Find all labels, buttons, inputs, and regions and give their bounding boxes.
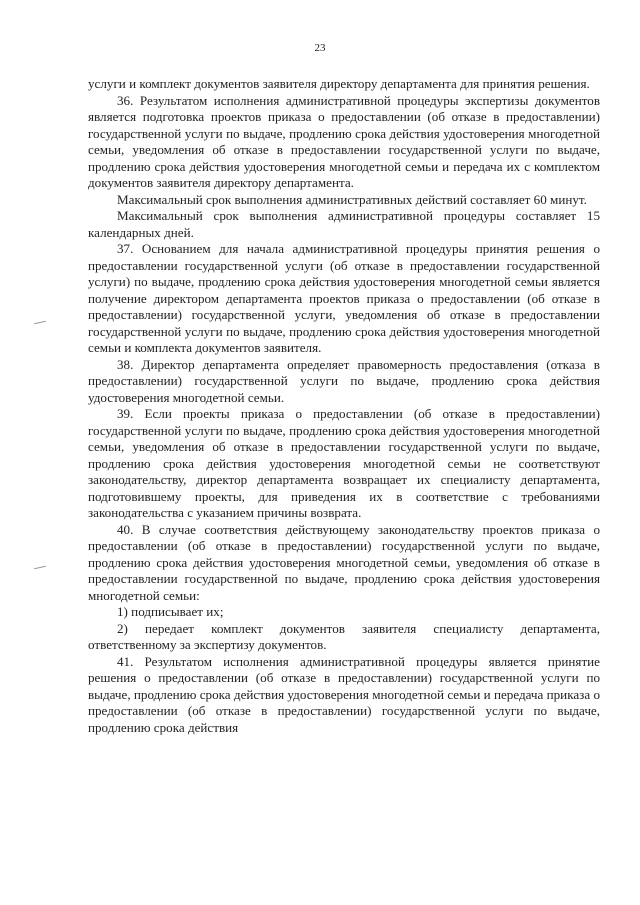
paragraph: 38. Директор департамента определяет правомерность предоставления (отказа в предоставлении) государственной услуги по выдаче, продлению срока действия удостоверения многодетной семьи. xyxy=(88,356,600,405)
paragraph: 40. В случае соответствия действующему законодательству проектов приказа о предоставлении (об отказе в предоставлении) государственной услуги по выдаче, продлению срока действия удостоверения многодетной семьи, уведомления об отказе в предоставлении государственной по выдаче, продлению срока действия удостоверения многодетной семьи: xyxy=(88,521,600,603)
paragraph: услуги и комплект документов заявителя директору департамента для принятия решения. xyxy=(88,76,590,91)
margin-mark xyxy=(34,321,46,324)
paragraph: 2) передает комплект документов заявителя специалисту департамента, ответственному за экспертизу документов. xyxy=(88,620,600,652)
paragraph: 39. Если проекты приказа о предоставлении (об отказе в предоставлении) государственной услуги по выдаче, продлению срока действия удостоверения многодетной семьи, уведомления об отказе в предоставлении государственной услуги по выдаче, продлению срока действия удостоверения многодетной семьи не соответствуют законодательству, директор департамента возвращает их специалисту департамента, подготовившему проекты, для приведения их в соответствие с требованиями законодательства с указанием причины возврата. xyxy=(88,406,600,520)
paragraph: Максимальный срок выполнения административных действий составляет 60 минут. xyxy=(117,191,587,207)
paragraph: 1) подписывает их; xyxy=(117,604,224,619)
margin-mark xyxy=(34,566,46,569)
paragraph: 36. Результатом исполнения административной процедуры экспертизы документов является подготовка проектов приказа о предоставлении (об отказе в предоставлении) государственной услуги по выдаче, продлению срока действия удостоверения многодетной семьи, уведомления об отказе в предоставлении государственной услуги по выдаче, продлению срока действия удостоверения многодетной семьи и передача их с комплектом документов заявителя директору департамента. xyxy=(88,92,600,190)
page-number: 23 xyxy=(314,42,326,54)
paragraph: Максимальный срок выполнения административной процедуры составляет 15 календарных дней. xyxy=(88,208,600,240)
document-body xyxy=(88,76,600,736)
paragraph: 37. Основанием для начала административной процедуры принятия решения о предоставлении государственной услуги (об отказе в предоставлении государственной услуги) по выдаче, продлению срока действия удостоверения многодетной семьи является получение директором департамента проектов приказа о предоставлении (об отказе в предоставлении) государственной услуги, уведомления об отказе в предоставлении государственной услуги по выдаче, продлению срока действия удостоверения многодетной семьи и комплекта документов заявителя. xyxy=(88,241,600,355)
paragraph: 41. Результатом исполнения административной процедуры является принятие решения о предоставлении (об отказе в предоставлении) государственной услуги по выдаче, продлению срока действия удостоверения многодетной семьи и передача приказа о предоставлении (об отказе в предоставлении) государственной услуги по выдаче, продлению срока действия xyxy=(88,653,600,735)
